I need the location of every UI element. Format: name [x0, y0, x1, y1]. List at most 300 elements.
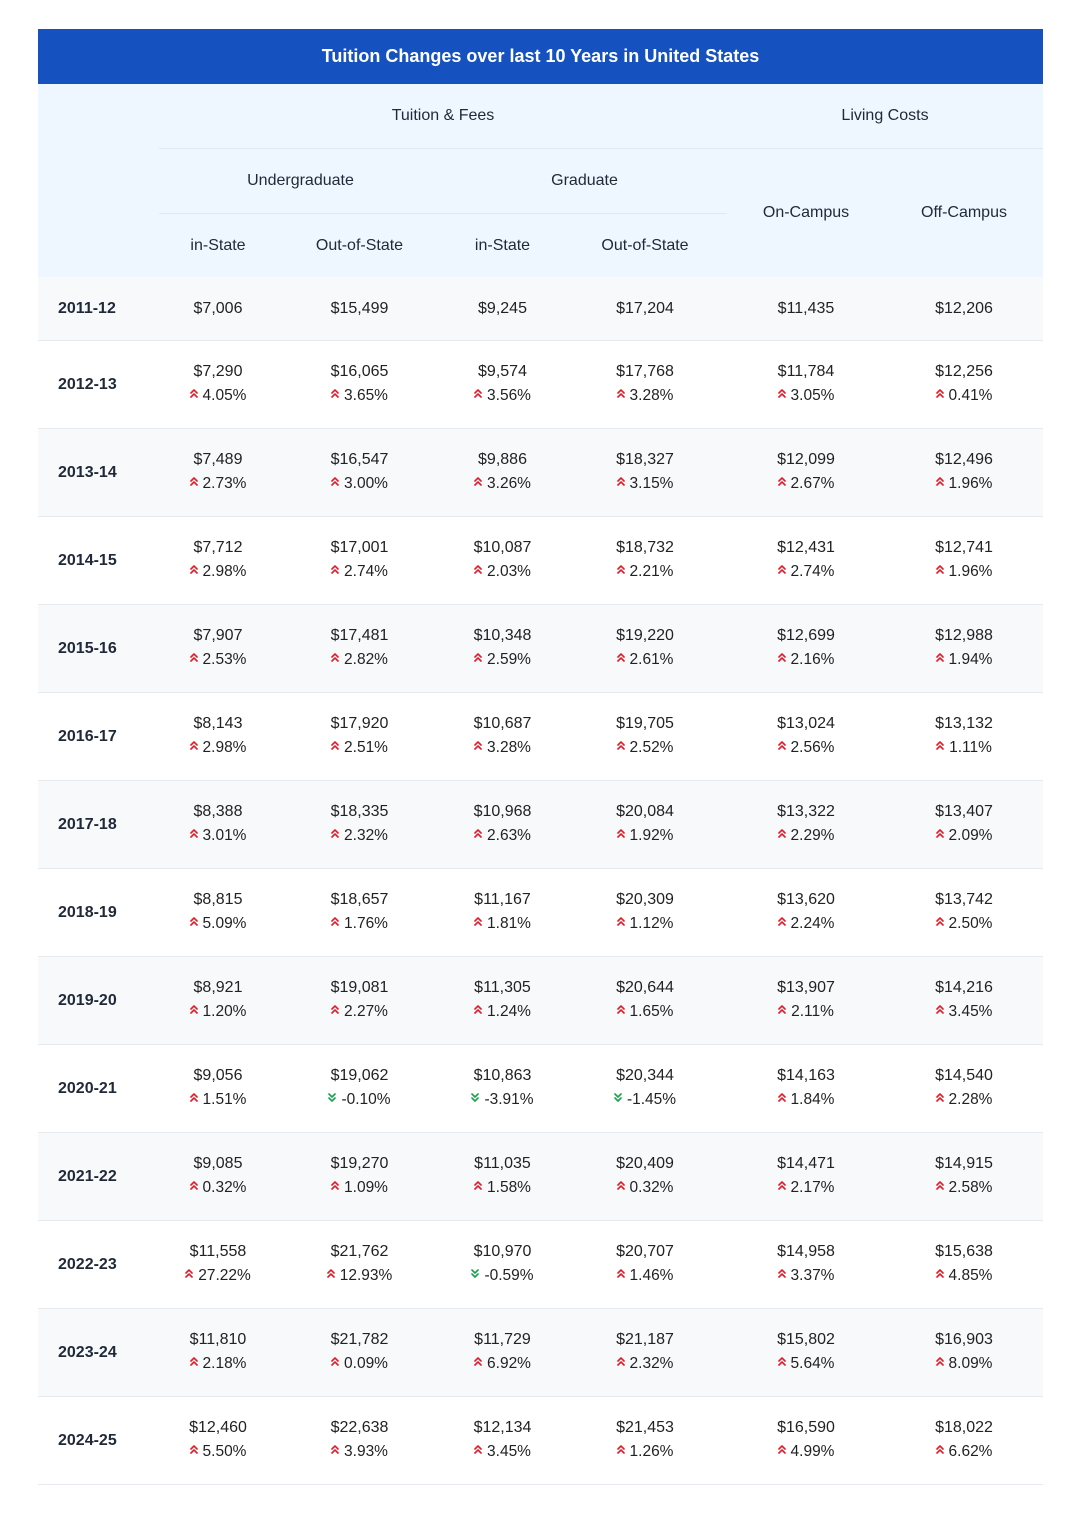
value-cell — [277, 781, 442, 869]
cost-value: $8,143 — [193, 715, 243, 733]
value-cell — [442, 605, 563, 693]
double-chevron-up-icon — [617, 1351, 625, 1375]
double-chevron-up-icon — [474, 999, 482, 1023]
year-cell: 2015-16 — [38, 605, 159, 693]
cost-value: $18,335 — [330, 803, 389, 821]
cost-value: $7,712 — [193, 539, 243, 557]
double-chevron-up-icon — [331, 999, 339, 1023]
double-chevron-up-icon — [474, 559, 482, 583]
value-cell — [159, 1221, 277, 1309]
value-cell — [442, 341, 563, 429]
value-cell — [277, 1045, 442, 1133]
cost-value: $16,590 — [777, 1419, 835, 1437]
change-percent: 4.05% — [202, 387, 247, 405]
value-cell — [159, 781, 277, 869]
double-chevron-up-icon — [778, 823, 786, 847]
change-indicator — [727, 824, 885, 848]
cost-value: $18,327 — [616, 451, 674, 469]
change-percent: 2.32% — [344, 827, 388, 845]
value-cell — [885, 429, 1043, 517]
value-cell — [159, 277, 277, 341]
change-indicator — [885, 472, 1043, 496]
double-chevron-up-icon — [936, 1175, 944, 1199]
change-indicator — [277, 648, 442, 672]
cost-value: $16,547 — [330, 451, 389, 469]
double-chevron-up-icon — [617, 1263, 625, 1287]
year-cell: 2014-15 — [38, 517, 159, 605]
change-indicator — [885, 824, 1043, 848]
change-percent: 2.24% — [790, 915, 835, 933]
value-cell — [277, 1221, 442, 1309]
change-percent: -0.10% — [341, 1091, 391, 1109]
cost-value: $13,132 — [935, 715, 993, 733]
table-row — [38, 1221, 1043, 1309]
value-cell — [885, 869, 1043, 957]
double-chevron-up-icon — [936, 1087, 944, 1111]
value-cell — [563, 1309, 727, 1397]
year-cell: 2012-13 — [38, 341, 159, 429]
double-chevron-down-icon — [471, 1263, 479, 1287]
double-chevron-up-icon — [617, 383, 625, 407]
value-cell — [277, 693, 442, 781]
cost-value: $10,348 — [473, 627, 532, 645]
cost-value: $16,903 — [935, 1331, 993, 1349]
change-percent: 5.64% — [790, 1355, 835, 1373]
change-percent: 1.12% — [629, 915, 674, 933]
table-row — [38, 869, 1043, 957]
cost-value: $20,344 — [616, 1067, 674, 1085]
cost-value: $21,762 — [330, 1243, 389, 1261]
change-indicator — [159, 384, 277, 408]
header-off-campus: Off-Campus — [885, 149, 1043, 278]
change-percent: 2.17% — [790, 1179, 835, 1197]
change-indicator — [159, 1352, 277, 1376]
change-percent: 2.21% — [629, 563, 674, 581]
change-percent: 6.62% — [948, 1443, 993, 1461]
cost-value: $10,968 — [473, 803, 532, 821]
value-cell — [885, 1133, 1043, 1221]
value-cell — [563, 605, 727, 693]
value-cell — [159, 693, 277, 781]
cost-value: $10,970 — [473, 1243, 532, 1261]
change-percent: -1.45% — [626, 1091, 677, 1109]
double-chevron-up-icon — [190, 1351, 198, 1375]
double-chevron-up-icon — [190, 823, 198, 847]
table-row — [38, 1045, 1043, 1133]
double-chevron-up-icon — [617, 471, 625, 495]
change-percent: 3.05% — [790, 387, 835, 405]
change-percent: 3.26% — [487, 475, 531, 493]
change-percent: 2.53% — [202, 651, 247, 669]
value-cell — [727, 957, 885, 1045]
change-percent: 2.67% — [790, 475, 835, 493]
change-percent: 4.99% — [790, 1443, 835, 1461]
header-on-campus: On-Campus — [727, 149, 885, 278]
double-chevron-up-icon — [936, 823, 944, 847]
table-row — [38, 1309, 1043, 1397]
change-indicator — [277, 1088, 442, 1112]
value-cell — [159, 605, 277, 693]
change-percent: 2.58% — [948, 1179, 993, 1197]
value-cell — [727, 1133, 885, 1221]
value-cell — [159, 341, 277, 429]
value-cell — [563, 1221, 727, 1309]
double-chevron-up-icon — [331, 559, 339, 583]
change-indicator — [442, 1440, 563, 1464]
double-chevron-up-icon — [474, 911, 482, 935]
header-row-groups — [38, 84, 1043, 149]
cost-value: $19,220 — [616, 627, 674, 645]
value-cell — [277, 341, 442, 429]
cost-value: $8,388 — [193, 803, 243, 821]
table-row — [38, 277, 1043, 341]
value-cell — [277, 605, 442, 693]
value-cell — [885, 1221, 1043, 1309]
cost-value: $13,322 — [777, 803, 835, 821]
cost-value: $19,705 — [616, 715, 674, 733]
cost-value: $7,290 — [193, 363, 243, 381]
double-chevron-up-icon — [190, 1439, 198, 1463]
header-grad-out-of-state: Out-of-State — [563, 214, 727, 278]
change-indicator — [442, 1000, 563, 1024]
value-cell — [442, 1397, 563, 1485]
double-chevron-up-icon — [190, 647, 198, 671]
cost-value: $12,988 — [935, 627, 993, 645]
cost-value: $17,204 — [616, 299, 674, 317]
change-indicator — [442, 912, 563, 936]
table-row — [38, 341, 1043, 429]
double-chevron-up-icon — [474, 823, 482, 847]
change-percent: 27.22% — [198, 1267, 251, 1285]
tuition-table — [38, 84, 1043, 1485]
change-indicator — [885, 1088, 1043, 1112]
cost-value: $10,687 — [473, 715, 532, 733]
cost-value: $18,657 — [330, 891, 389, 909]
cost-value: $13,620 — [777, 891, 835, 909]
change-indicator — [727, 648, 885, 672]
change-indicator — [159, 1000, 277, 1024]
change-percent: 1.58% — [487, 1179, 531, 1197]
value-cell — [885, 693, 1043, 781]
change-indicator — [727, 1440, 885, 1464]
change-indicator — [885, 648, 1043, 672]
cost-value: $9,574 — [478, 363, 527, 381]
change-indicator — [727, 736, 885, 760]
double-chevron-up-icon — [778, 647, 786, 671]
double-chevron-up-icon — [936, 911, 944, 935]
change-percent: 2.98% — [202, 739, 247, 757]
change-percent: 2.59% — [487, 651, 531, 669]
value-cell — [442, 429, 563, 517]
change-percent: 1.09% — [344, 1179, 388, 1197]
value-cell — [727, 429, 885, 517]
cost-value: $17,001 — [330, 539, 389, 557]
value-cell — [885, 277, 1043, 341]
value-cell — [277, 277, 442, 341]
change-indicator — [277, 1264, 442, 1288]
change-indicator — [885, 1000, 1043, 1024]
change-indicator — [563, 560, 727, 584]
change-percent: 6.92% — [487, 1355, 531, 1373]
cost-value: $7,907 — [193, 627, 243, 645]
double-chevron-up-icon — [474, 1175, 482, 1199]
cost-value: $11,729 — [474, 1331, 531, 1349]
change-indicator — [159, 1176, 277, 1200]
change-percent: 1.84% — [790, 1091, 835, 1109]
table-row — [38, 693, 1043, 781]
double-chevron-up-icon — [778, 383, 786, 407]
double-chevron-up-icon — [327, 1263, 335, 1287]
change-percent: 8.09% — [948, 1355, 993, 1373]
table-title: Tuition Changes over last 10 Years in United States — [38, 29, 1043, 84]
change-percent: 2.18% — [202, 1355, 247, 1373]
double-chevron-up-icon — [778, 911, 786, 935]
cost-value: $12,256 — [935, 363, 993, 381]
value-cell — [885, 341, 1043, 429]
double-chevron-up-icon — [331, 383, 339, 407]
cost-value: $21,187 — [616, 1331, 674, 1349]
double-chevron-up-icon — [617, 1175, 625, 1199]
cost-value: $12,134 — [473, 1419, 532, 1437]
change-percent: 4.85% — [948, 1267, 993, 1285]
change-percent: 3.45% — [487, 1443, 531, 1461]
cost-value: $12,741 — [935, 539, 993, 557]
cost-value: $16,065 — [330, 363, 389, 381]
value-cell — [442, 869, 563, 957]
change-indicator — [277, 1176, 442, 1200]
value-cell — [277, 957, 442, 1045]
change-percent: 0.32% — [629, 1179, 674, 1197]
value-cell — [442, 277, 563, 341]
value-cell — [159, 429, 277, 517]
header-graduate: Graduate — [442, 149, 727, 214]
double-chevron-up-icon — [778, 1263, 786, 1287]
change-indicator — [442, 1176, 563, 1200]
double-chevron-up-icon — [617, 1439, 625, 1463]
year-cell: 2020-21 — [38, 1045, 159, 1133]
cost-value: $12,699 — [777, 627, 835, 645]
cost-value: $12,496 — [935, 451, 993, 469]
double-chevron-down-icon — [328, 1087, 336, 1111]
header-tuition-fees: Tuition & Fees — [159, 84, 727, 149]
change-percent: 3.56% — [487, 387, 531, 405]
double-chevron-up-icon — [778, 999, 786, 1023]
cost-value: $11,558 — [189, 1243, 247, 1261]
cost-value: $19,062 — [330, 1067, 389, 1085]
cost-value: $20,309 — [616, 891, 674, 909]
table-row — [38, 957, 1043, 1045]
change-indicator — [885, 1176, 1043, 1200]
change-indicator — [442, 1352, 563, 1376]
year-cell: 2021-22 — [38, 1133, 159, 1221]
value-cell — [885, 1045, 1043, 1133]
value-cell — [727, 341, 885, 429]
cost-value: $11,305 — [474, 979, 531, 997]
change-indicator — [159, 472, 277, 496]
change-indicator — [885, 384, 1043, 408]
value-cell — [442, 1309, 563, 1397]
value-cell — [159, 1309, 277, 1397]
double-chevron-up-icon — [474, 1351, 482, 1375]
change-indicator — [159, 648, 277, 672]
double-chevron-up-icon — [474, 383, 482, 407]
change-percent: 2.32% — [629, 1355, 674, 1373]
cost-value: $13,024 — [777, 715, 835, 733]
change-percent: 2.28% — [948, 1091, 993, 1109]
cost-value: $19,270 — [330, 1155, 389, 1173]
change-indicator — [442, 824, 563, 848]
value-cell — [159, 957, 277, 1045]
value-cell — [563, 517, 727, 605]
double-chevron-up-icon — [936, 999, 944, 1023]
table-row — [38, 781, 1043, 869]
value-cell — [442, 1133, 563, 1221]
double-chevron-up-icon — [331, 1351, 339, 1375]
cost-value: $8,921 — [193, 979, 243, 997]
change-indicator — [563, 1088, 727, 1112]
change-indicator — [277, 1440, 442, 1464]
change-indicator — [159, 1264, 277, 1288]
change-indicator — [563, 824, 727, 848]
change-percent: 1.11% — [949, 739, 992, 757]
change-percent: 1.20% — [202, 1003, 247, 1021]
header-ug-out-of-state: Out-of-State — [277, 214, 442, 278]
double-chevron-up-icon — [617, 911, 625, 935]
cost-value: $10,863 — [473, 1067, 532, 1085]
value-cell — [885, 605, 1043, 693]
year-cell: 2024-25 — [38, 1397, 159, 1485]
value-cell — [277, 869, 442, 957]
change-percent: 1.24% — [487, 1003, 531, 1021]
change-indicator — [159, 912, 277, 936]
double-chevron-up-icon — [936, 559, 944, 583]
change-percent: 2.09% — [948, 827, 993, 845]
double-chevron-up-icon — [617, 647, 625, 671]
change-indicator — [442, 1088, 563, 1112]
cost-value: $20,084 — [616, 803, 674, 821]
value-cell — [563, 341, 727, 429]
double-chevron-up-icon — [190, 911, 198, 935]
cost-value: $20,707 — [616, 1243, 674, 1261]
change-percent: 3.93% — [344, 1443, 388, 1461]
change-percent: -3.91% — [484, 1091, 534, 1109]
change-indicator — [727, 472, 885, 496]
cost-value: $8,815 — [193, 891, 243, 909]
year-cell: 2011-12 — [38, 277, 159, 341]
change-indicator — [159, 1440, 277, 1464]
cost-value: $13,742 — [935, 891, 993, 909]
change-percent: 1.26% — [629, 1443, 674, 1461]
double-chevron-up-icon — [190, 471, 198, 495]
value-cell — [277, 1309, 442, 1397]
value-cell — [727, 277, 885, 341]
cost-value: $12,206 — [935, 299, 993, 317]
cost-value: $11,784 — [777, 363, 835, 381]
change-percent: 0.41% — [948, 387, 993, 405]
double-chevron-up-icon — [190, 559, 198, 583]
change-percent: 1.92% — [629, 827, 674, 845]
double-chevron-up-icon — [778, 1087, 786, 1111]
value-cell — [563, 781, 727, 869]
cost-value: $14,471 — [777, 1155, 835, 1173]
double-chevron-up-icon — [190, 1087, 198, 1111]
double-chevron-up-icon — [474, 1439, 482, 1463]
change-indicator — [563, 384, 727, 408]
double-chevron-up-icon — [617, 559, 625, 583]
double-chevron-up-icon — [474, 647, 482, 671]
change-percent: 2.82% — [344, 651, 388, 669]
change-indicator — [563, 1352, 727, 1376]
double-chevron-up-icon — [936, 735, 944, 759]
value-cell — [563, 1397, 727, 1485]
header-ug-in-state: in-State — [159, 214, 277, 278]
cost-value: $14,958 — [777, 1243, 835, 1261]
value-cell — [277, 429, 442, 517]
change-indicator — [563, 1264, 727, 1288]
cost-value: $10,087 — [473, 539, 532, 557]
double-chevron-down-icon — [614, 1087, 622, 1111]
double-chevron-up-icon — [331, 823, 339, 847]
cost-value: $21,453 — [616, 1419, 674, 1437]
change-indicator — [563, 648, 727, 672]
value-cell — [442, 957, 563, 1045]
change-indicator — [277, 1000, 442, 1024]
cost-value: $12,431 — [777, 539, 835, 557]
cost-value: $13,407 — [935, 803, 993, 821]
change-percent: 1.46% — [629, 1267, 674, 1285]
double-chevron-up-icon — [778, 1439, 786, 1463]
cost-value: $13,907 — [777, 979, 835, 997]
value-cell — [727, 517, 885, 605]
value-cell — [563, 277, 727, 341]
double-chevron-up-icon — [474, 735, 482, 759]
cost-value: $9,085 — [193, 1155, 243, 1173]
change-percent: 1.96% — [948, 475, 993, 493]
cost-value: $11,167 — [474, 891, 531, 909]
change-indicator — [277, 912, 442, 936]
change-indicator — [727, 912, 885, 936]
change-indicator — [442, 736, 563, 760]
year-cell: 2018-19 — [38, 869, 159, 957]
change-percent: 5.09% — [202, 915, 247, 933]
change-indicator — [442, 472, 563, 496]
double-chevron-up-icon — [331, 735, 339, 759]
change-indicator — [727, 1000, 885, 1024]
double-chevron-up-icon — [190, 383, 198, 407]
change-percent: 1.96% — [948, 563, 993, 581]
change-percent: 3.01% — [202, 827, 247, 845]
cost-value: $11,435 — [777, 299, 835, 317]
double-chevron-up-icon — [190, 999, 198, 1023]
double-chevron-up-icon — [936, 1439, 944, 1463]
double-chevron-down-icon — [471, 1087, 479, 1111]
year-cell: 2019-20 — [38, 957, 159, 1045]
double-chevron-up-icon — [331, 1175, 339, 1199]
change-percent: -0.59% — [484, 1267, 534, 1285]
change-percent: 1.51% — [202, 1091, 247, 1109]
change-percent: 3.45% — [948, 1003, 993, 1021]
value-cell — [727, 781, 885, 869]
double-chevron-up-icon — [474, 471, 482, 495]
change-indicator — [277, 736, 442, 760]
change-indicator — [277, 824, 442, 848]
table-row — [38, 517, 1043, 605]
value-cell — [277, 1397, 442, 1485]
value-cell — [727, 869, 885, 957]
value-cell — [159, 1133, 277, 1221]
change-indicator — [885, 736, 1043, 760]
change-percent: 0.32% — [202, 1179, 247, 1197]
